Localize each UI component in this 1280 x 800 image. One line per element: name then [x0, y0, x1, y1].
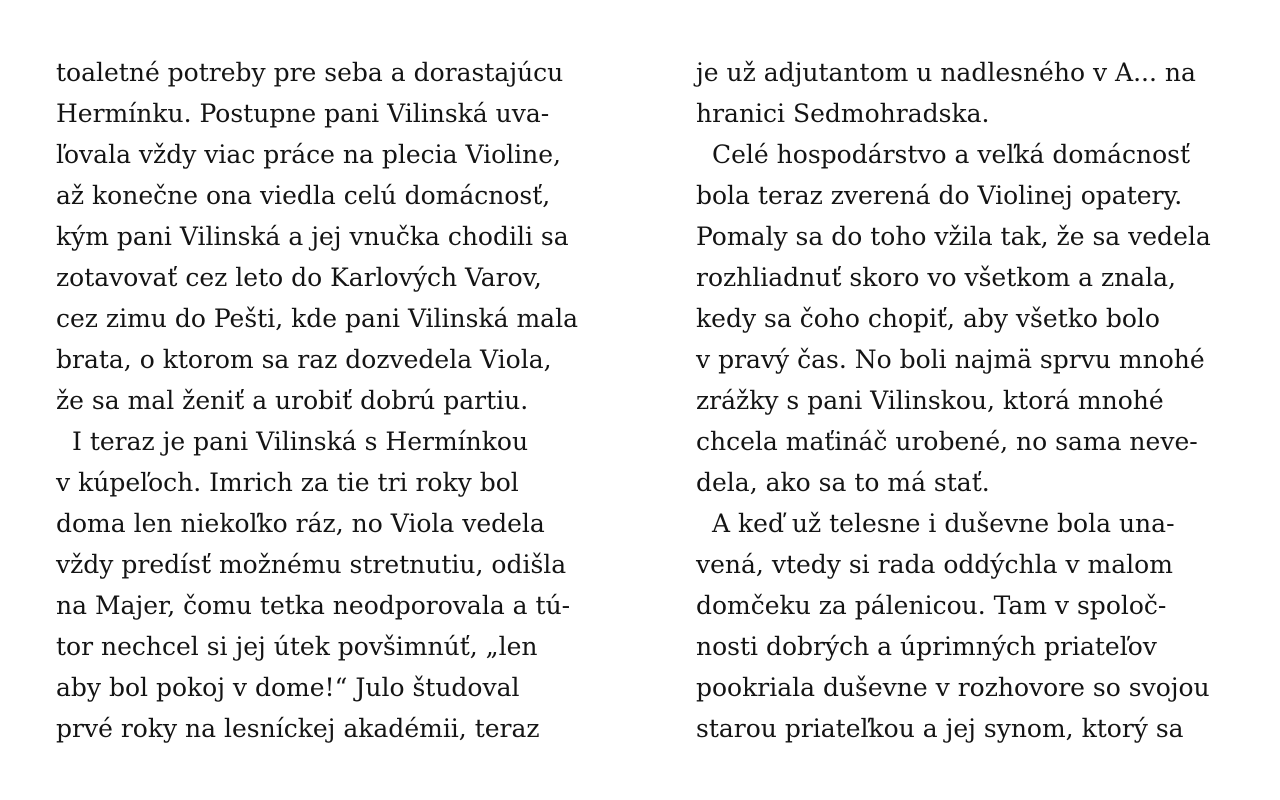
text-line: Pomaly sa do toho vžila tak, že sa vedela [696, 222, 1211, 251]
text-line: starou priateľkou a jej synom, ktorý sa [696, 714, 1184, 743]
text-line: cez zimu do Pešti, kde pani Vilinská mala [56, 304, 578, 333]
text-line: kým pani Vilinská a jej vnučka chodili sa [56, 222, 569, 251]
text-line: vená, vtedy si rada oddýchla v malom [696, 550, 1173, 579]
text-line: bola teraz zverená do Violinej opatery. [696, 181, 1183, 210]
text-line: v pravý čas. No boli najmä sprvu mnohé [696, 345, 1205, 374]
text-line: tor nechcel si jej útek povšimnúť, „len [56, 632, 538, 661]
text-line: doma len niekoľko ráz, no Viola vedela [56, 509, 545, 538]
text-line: chcela maťináč urobené, no sama neve- [696, 427, 1198, 456]
text-line: hranici Sedmohradska. [696, 99, 990, 128]
text-line: aby bol pokoj v dome!“ Julo študoval [56, 673, 520, 702]
text-line: je už adjutantom u nadlesného v A... na [696, 58, 1196, 87]
left-page-text [56, 52, 616, 749]
text-line: brata, o ktorom sa raz dozvedela Viola, [56, 345, 552, 374]
text-line: nosti dobrých a úprimných priateľov [696, 632, 1157, 661]
text-line: na Majer, čomu tetka neodporovala a tú- [56, 591, 571, 620]
text-line: rozhliadnuť skoro vo všetkom a znala, [696, 263, 1176, 292]
right-page-text [696, 52, 1256, 749]
text-line: pookriala duševne v rozhovore so svojou [696, 673, 1210, 702]
text-line: Hermínku. Postupne pani Vilinská uva- [56, 99, 550, 128]
paragraph-first-line: Celé hospodárstvo a veľká domácnosť [712, 140, 1191, 169]
text-line: zrážky s pani Vilinskou, ktorá mnohé [696, 386, 1164, 415]
text-line: kedy sa čoho chopiť, aby všetko bolo [696, 304, 1160, 333]
paragraph-first-line: A keď už telesne i duševne bola una- [712, 509, 1175, 538]
text-line: zotavovať cez leto do Karlových Varov, [56, 263, 542, 292]
text-line: prvé roky na lesníckej akadémii, teraz [56, 714, 540, 743]
text-line: toaletné potreby pre seba a dorastajúcu [56, 58, 564, 87]
text-line: domčeku za pálenicou. Tam v spoloč- [696, 591, 1167, 620]
text-line: že sa mal ženiť a urobiť dobrú partiu. [56, 386, 529, 415]
text-line: v kúpeľoch. Imrich za tie tri roky bol [56, 468, 519, 497]
text-line: dela, ako sa to má stať. [696, 468, 990, 497]
text-line: ľovala vždy viac práce na plecia Violine, [56, 140, 561, 169]
paragraph-first-line: I teraz je pani Vilinská s Hermínkou [72, 427, 529, 456]
text-line: vždy predísť možnému stretnutiu, odišla [56, 550, 567, 579]
text-line: až konečne ona viedla celú domácnosť, [56, 181, 551, 210]
